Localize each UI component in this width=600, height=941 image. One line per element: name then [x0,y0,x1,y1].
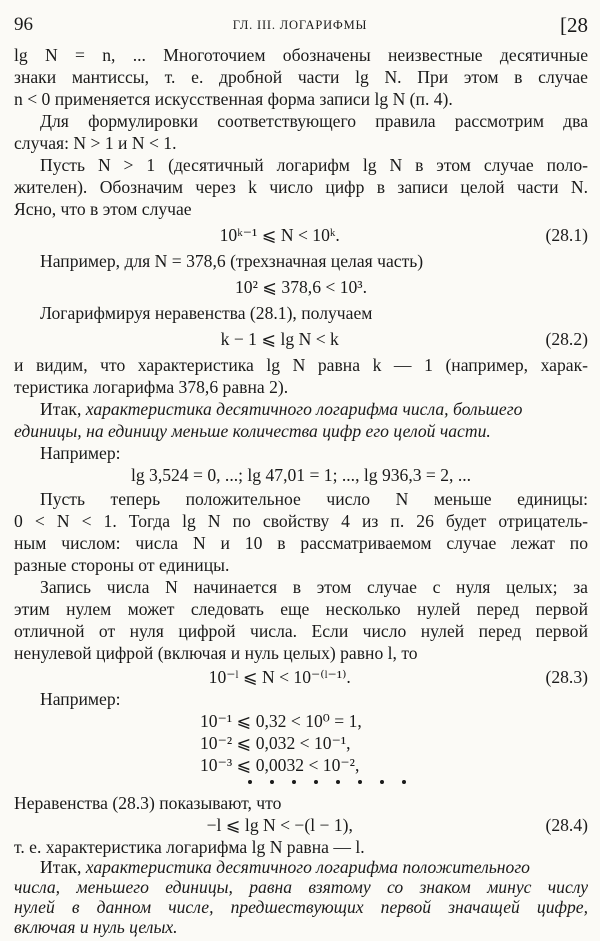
text-line: разные стороны от единицы. [14,555,230,575]
text-line: т. е. характеристика логарифма lg N равна — l. [14,837,365,857]
example-line: lg 3,524 = 0, ...; lg 47,01 = 1; ..., lg 936,3 = 2, ... [130,465,472,485]
text-line: случая: N > 1 и N < 1. [14,133,177,153]
text-line: lg N = n, ... Многоточием обозначены неизвестные десятичные [14,45,588,65]
emphasis-text: характеристика десятичного логарифма положительного [85,857,530,877]
equation-number: (28.4) [545,815,588,835]
equation-28-3 [14,666,588,688]
equation-28-4 [14,814,588,836]
emphasis-line: единицы, на единицу меньше количества цифр его целой части. [14,421,491,441]
emphasis-line: нулей в данном числе, предшествующих первой значащей цифре, [14,897,588,917]
text-line: Ясно, что в этом случае [14,199,192,219]
equation-body: 10⁻ˡ ⩽ N < 10⁻⁽ˡ⁻¹⁾. [208,667,351,687]
text-line: Пусть N > 1 (десятичный логарифм lg N в этом случае поло- [40,155,588,175]
equation-number: (28.3) [545,667,588,687]
text-line: Неравенства (28.3) показывают, что [14,793,282,813]
text-line: Например: [40,689,121,709]
text-line: ненулевой цифрой (включая и нуль целых) равно l, то [14,643,418,663]
text-line: ным числом: числа N и 10 в рассматриваемом случае лежат по [14,533,588,553]
example-line: 10⁻² ⩽ 0,032 < 10⁻¹, [200,733,351,753]
text-line: и видим, что характеристика lg N равна k — 1 (например, харак- [14,355,588,375]
text-line: 0 < N < 1. Тогда lg N по свойству 4 из п. 26 будет отрицатель- [14,511,588,531]
text-line: n < 0 применяется искусственная форма записи lg N (п. 4). [14,89,453,109]
text-line: Пусть теперь положительное число N меньше единицы: [40,489,588,509]
equation-number: (28.2) [545,329,588,349]
example-line: 10⁻¹ ⩽ 0,32 < 10⁰ = 1, [200,711,362,731]
text-line: этим нулем может следовать еще несколько нулей перед первой [14,599,588,619]
text-line: отличной от нуля цифрой числа. Если число нулей перед первой [14,621,588,641]
emphasis-line: числа, меньшего единицы, равна взятому со знаком минус числу [14,877,588,897]
text-line: Запись числа N начинается в этом случае с нуля целых; за [40,577,588,597]
equation-example: 10² ⩽ 378,6 < 10³. [235,277,367,297]
equation-body: 10ᵏ⁻¹ ⩽ N < 10ᵏ. [219,225,340,245]
text-line: Для формулировки соответствующего правила рассмотрим два [40,111,588,131]
text-line: Логарифмируя неравенства (28.1), получаем [40,303,373,323]
text-line: теристика логарифма 378,6 равна 2). [14,377,289,397]
emphasis-text: характеристика десятичного логарифма числа, большего [85,399,523,419]
section-number: [28 [560,13,588,37]
text-line: знаки мантиссы, т. е. дробной части lg N. При этом в случае [14,67,588,87]
ellipsis-dots [0,780,600,790]
text-line [40,856,588,878]
text-line: жителен). Обозначим через k число цифр в записи целой части N. [14,177,588,197]
text-run: Итак, [40,857,86,877]
page-number: 96 [14,14,33,35]
text-run: Итак, [40,399,86,419]
equation-28-1 [14,224,588,246]
text-line: Например, для N = 378,6 (трехзначная целая часть) [40,251,424,271]
running-head-title: ГЛ. III. ЛОГАРИФМЫ [232,18,368,32]
text-line: Например: [40,443,121,463]
equation-body: k − 1 ⩽ lg N < k [220,329,339,349]
equation-28-2 [14,328,588,350]
equation-body: −l ⩽ lg N < −(l − 1), [206,815,353,835]
example-line: 10⁻³ ⩽ 0,0032 < 10⁻², [200,755,360,775]
emphasis-line: включая и нуль целых. [14,917,178,937]
equation-number: (28.1) [545,225,588,245]
text-line [40,398,588,420]
